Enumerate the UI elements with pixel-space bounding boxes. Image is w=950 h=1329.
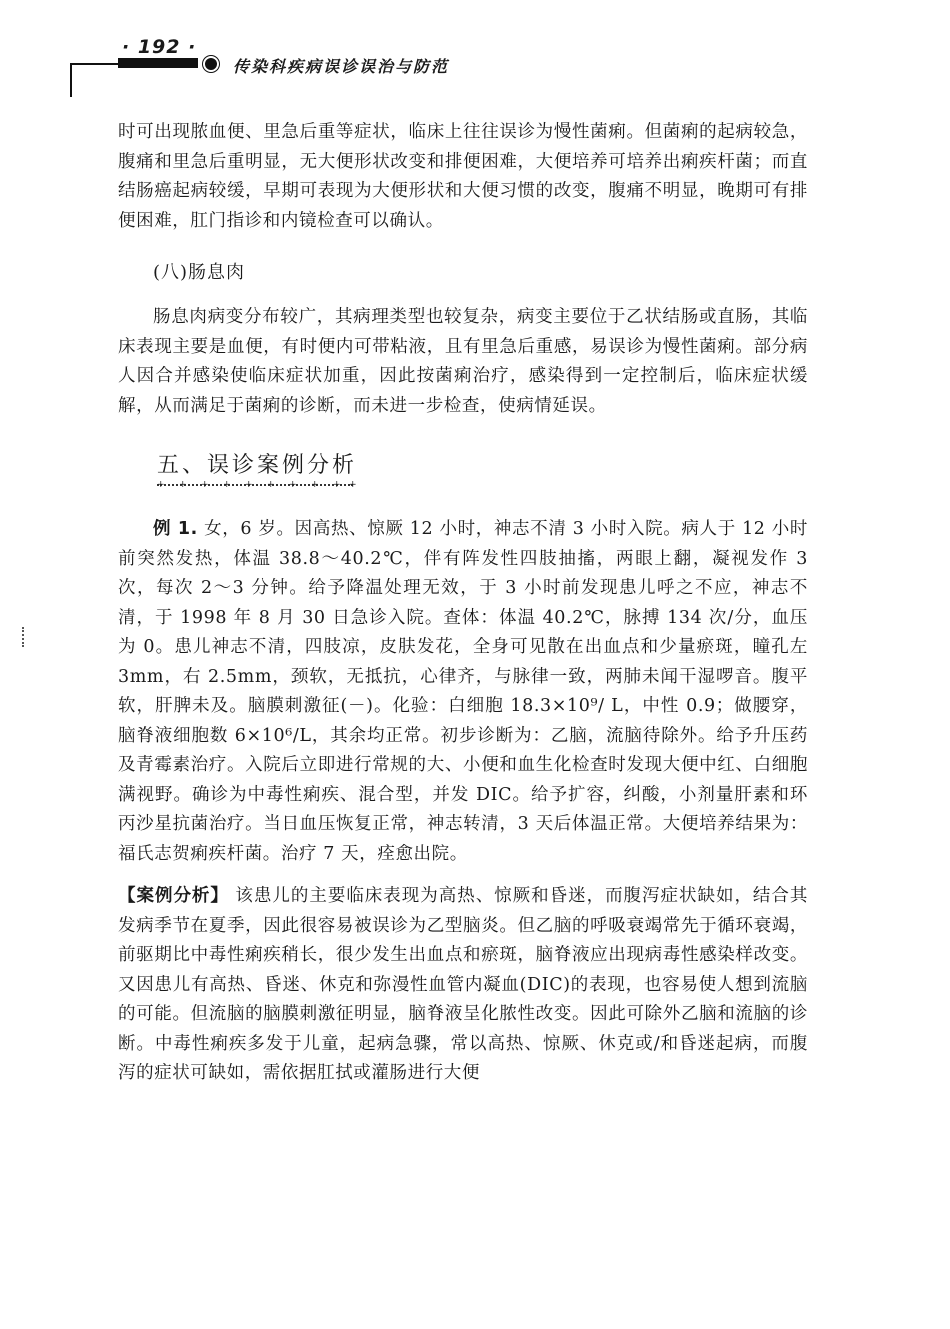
- decorative-divider: + + + + + + + + + +: [157, 480, 357, 490]
- case-label: 例 1.: [153, 519, 198, 539]
- analysis-paragraph: [118, 882, 808, 1089]
- paragraph-colorectal-cancer: 时可出现脓血便、里急后重等症状，临床上往往误诊为慢性菌痢。但菌痢的起病较急，腹痛和里急后重明显，无大便形状改变和排便困难，大便培养可培养出痢疾杆菌；而直结肠癌起病较缓，早期可表现为大便形状和大便习惯的改变，腹痛不明显，晚期可有排便困难，肛门指诊和内镜检查可以确认。: [118, 122, 808, 231]
- bullet-icon: [205, 58, 217, 70]
- page-number: · 192 ·: [122, 36, 197, 58]
- margin-mark: [22, 627, 26, 647]
- subsection-heading: (八)肠息肉: [153, 262, 246, 283]
- header-rule-thick: [118, 58, 198, 68]
- section-heading: 五、误诊案例分析: [157, 453, 358, 478]
- analysis-label: 【案例分析】: [118, 886, 229, 906]
- case-paragraph: [118, 515, 808, 869]
- paragraph-intestinal-polyp: 肠息肉病变分布较广，其病理类型也较复杂，病变主要位于乙状结肠或直肠，其临床表现主要是血便，有时便内可带粘液，且有里急后重感，易误诊为慢性菌痢。部分病人因合并感染使临床症状加重，因此按菌痢治疗，感染得到一定控制后，临床症状缓解，从而满足于菌痢的诊断，而未进一步检查，使病情延误。: [118, 307, 808, 416]
- analysis-text: 该患儿的主要临床表现为高热、惊厥和昏迷，而腹泻症状缺如，结合其发病季节在夏季，因此很容易被误诊为乙型脑炎。但乙脑的呼吸衰竭常先于循环衰竭，前驱期比中毒性痢疾稍长，很少发生出血点和瘀斑，脑脊液应出现病毒性感染样改变。又因患儿有高热、昏迷、休克和弥漫性血管内凝血(DIC)的表现，也容易使人想到流脑的可能。但流脑的脑膜刺激征明显，脑脊液呈化脓性改变。因此可除外乙脑和流脑的诊断。中毒性痢疾多发于儿童，起病急骤，常以高热、惊厥、休克或/和昏迷起病，而腹泻的症状可缺如，需依据肛拭或灌肠进行大便: [118, 886, 808, 1083]
- header-rule-thin: [70, 63, 120, 65]
- page-header: [0, 0, 950, 90]
- case-text: 女，6 岁。因高热、惊厥 12 小时，神志不清 3 小时入院。病人于 12 小时前突然发热，体温 38.8～40.2℃，伴有阵发性四肢抽搐，两眼上翻，凝视发作 3 次，每次 2～3 分钟。给予降温处理无效，于 3 小时前发现患儿呼之不应，神志不清，于 1998 年 8 月 30 日急诊入院。查体：体温 40.2℃，脉搏 134 次/分，血压为 0。患儿神志不清，四肢凉，皮肤发花，全身可见散在出血点和少量瘀斑，瞳孔左 3mm，右 2.5mm，颈软，无抵抗，心律齐，与脉律一致，两肺未闻干湿啰音。腹平软，肝脾未及。脑膜刺激征(－)。化验：白细胞 18.3×10⁹/ L，中性 0.9；做腰穿，脑脊液细胞数 6×10⁶/L，其余均正常。初步诊断为：乙脑，流脑待除外。给予升压药及青霉素治疗。入院后立即进行常规的大、小便和血生化检查时发现大便中红、白细胞满视野。确诊为中毒性痢疾、混合型，并发 DIC。给予扩容，纠酸，小剂量肝素和环丙沙星抗菌治疗。当日血压恢复正常，神志转清，3 天后体温正常。大便培养结果为：福氏志贺痢疾杆菌。治疗 7 天，痊愈出院。: [118, 519, 808, 864]
- running-title: 传染科疾病误诊误治与防范: [233, 57, 450, 76]
- header-rule-vertical: [70, 63, 72, 97]
